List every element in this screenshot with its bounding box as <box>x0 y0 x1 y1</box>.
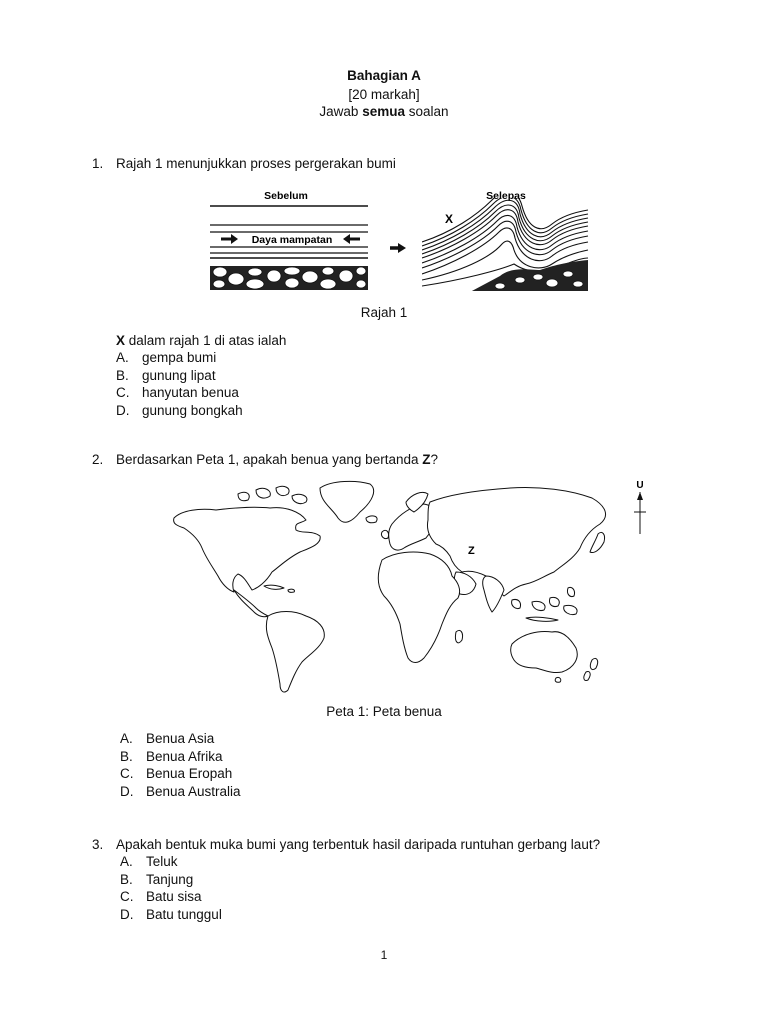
q2-option-b[interactable] <box>120 749 223 764</box>
question-text: Berdasarkan Peta 1, apakah benua yang bertanda Z? <box>116 452 439 467</box>
option-text: gunung lipat <box>142 368 216 383</box>
marker-z: Z <box>468 545 475 557</box>
section-title: Bahagian A <box>347 68 421 83</box>
page-number: 1 <box>380 948 388 962</box>
option-text: Batu tunggul <box>146 907 222 922</box>
question-number: 3. <box>92 837 104 852</box>
north-america-landmass <box>174 507 321 592</box>
question-1 <box>92 156 396 171</box>
q3-option-c[interactable] <box>120 889 202 904</box>
question-1-stem: X dalam rajah 1 di atas ialah <box>116 333 287 348</box>
option-letter: C. <box>116 385 130 400</box>
before-label: Sebelum <box>264 190 308 202</box>
folded-layers <box>422 192 588 292</box>
rajah-1-diagram <box>200 180 600 296</box>
option-text: Benua Afrika <box>146 749 223 764</box>
force-arrow-left <box>221 234 238 244</box>
question-3 <box>92 837 600 852</box>
option-text: Batu sisa <box>146 889 202 904</box>
peta-1-caption: Peta 1: Peta benua <box>326 704 442 719</box>
world-map <box>160 472 660 700</box>
option-text: Teluk <box>146 854 178 869</box>
option-letter: D. <box>120 784 134 799</box>
option-text: hanyutan benua <box>142 385 239 400</box>
q3-option-b[interactable] <box>120 872 193 887</box>
option-text: gempa bumi <box>142 350 217 365</box>
central-america-landmass <box>234 590 268 617</box>
q1-option-d[interactable] <box>116 403 243 418</box>
north-label: U <box>636 480 644 491</box>
option-text: Tanjung <box>146 872 194 887</box>
option-text: Benua Eropah <box>146 766 233 781</box>
option-letter: B. <box>120 872 133 887</box>
question-number: 2. <box>92 452 104 467</box>
force-arrow-right <box>343 234 360 244</box>
rajah-1-caption: Rajah 1 <box>360 305 408 320</box>
option-letter: A. <box>120 854 133 869</box>
q1-option-a[interactable] <box>116 350 216 365</box>
force-label: Daya mampatan <box>251 234 333 246</box>
marker-x: X <box>445 212 454 226</box>
q3-option-a[interactable] <box>120 854 178 869</box>
after-label: Selepas <box>486 190 526 202</box>
q2-option-a[interactable] <box>120 731 214 746</box>
north-arrow <box>634 480 646 534</box>
option-text: gunung bongkah <box>142 403 243 418</box>
q2-option-d[interactable] <box>120 784 241 799</box>
marks-label: [20 markah] <box>348 87 420 102</box>
option-letter: B. <box>116 368 129 383</box>
question-text: Apakah bentuk muka bumi yang terbentuk hasil daripada runtuhan gerbang laut? <box>116 837 601 852</box>
africa-landmass <box>378 552 459 663</box>
option-letter: B. <box>120 749 133 764</box>
question-number: 1. <box>92 156 104 171</box>
q1-option-b[interactable] <box>116 368 216 383</box>
question-text: Rajah 1 menunjukkan proses pergerakan bumi <box>116 156 396 171</box>
greenland-landmass <box>320 481 374 522</box>
option-letter: D. <box>120 907 134 922</box>
australia-landmass <box>511 632 578 673</box>
option-text: Benua Asia <box>146 731 215 746</box>
transition-arrow <box>390 243 406 253</box>
option-text: Benua Australia <box>146 784 241 799</box>
option-letter: A. <box>116 350 129 365</box>
question-2 <box>92 452 438 467</box>
option-letter: D. <box>116 403 130 418</box>
q3-option-d[interactable] <box>120 907 222 922</box>
instruction-text: Jawab semua soalan <box>319 104 449 119</box>
south-america-landmass <box>266 612 324 693</box>
option-letter: C. <box>120 889 134 904</box>
q1-option-c[interactable] <box>116 385 239 400</box>
option-letter: C. <box>120 766 134 781</box>
option-letter: A. <box>120 731 133 746</box>
q2-option-c[interactable] <box>120 766 232 781</box>
